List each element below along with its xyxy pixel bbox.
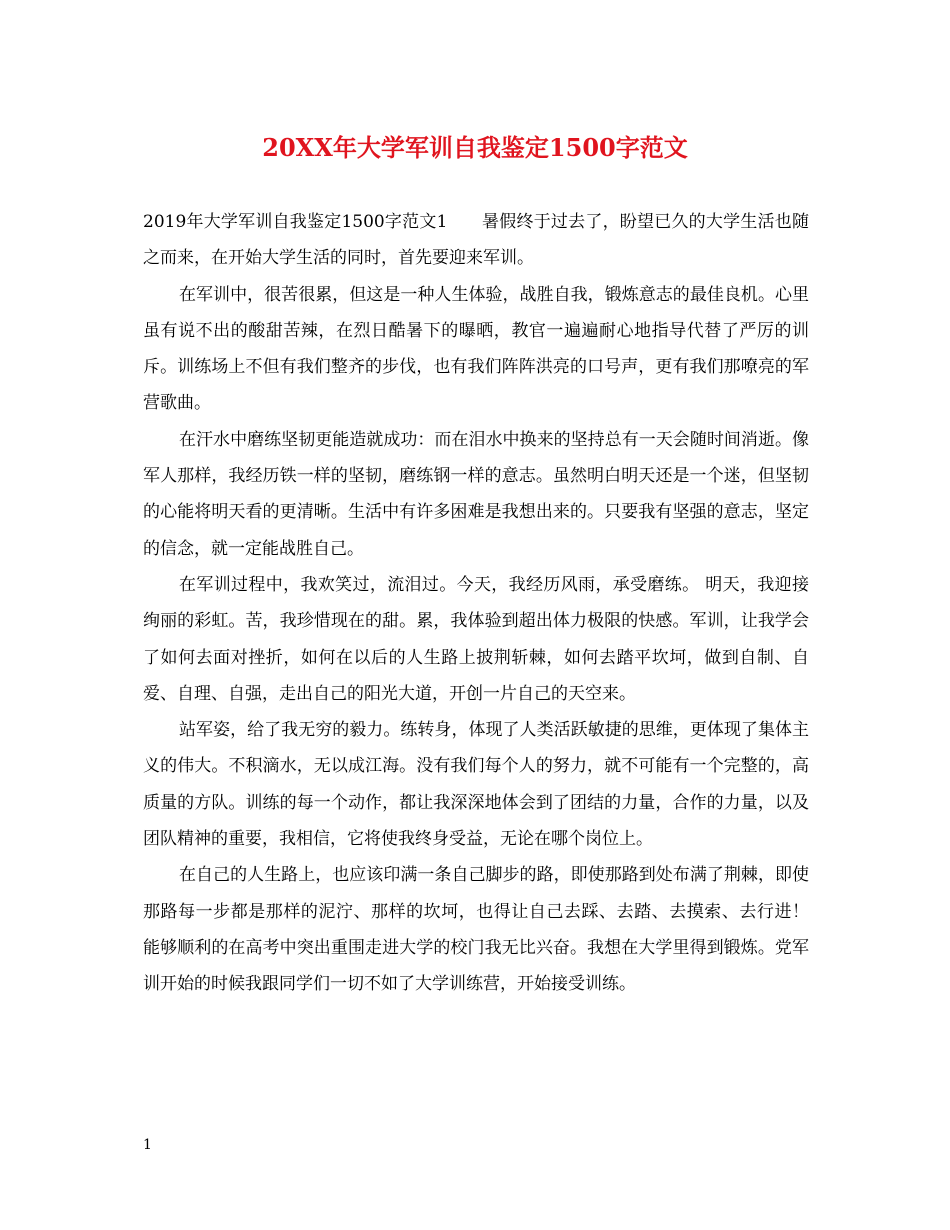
paragraph: 在军训中，很苦很累，但这是一种人生体验，战胜自我，锻炼意志的最佳良机。心里虽有说不出的酸甜苦辣，在烈日酷暑下的曝晒，教官一遍遍耐心地指导代替了严厉的训斥。训练场上不但有我们整齐的步伐，也有我们阵阵洪亮的口号声，更有我们那嘹亮的军营歌曲。 <box>143 284 809 414</box>
paragraph-intro: 2019年大学军训自我鉴定1500字范文1 暑假终于过去了，盼望已久的大学生活也随之而来，在开始大学生活的同时，首先要迎来军训。 <box>143 212 809 269</box>
document-title: 20XX年大学军训自我鉴定1500字范文 <box>262 133 688 162</box>
paragraph: 在汗水中磨练坚韧更能造就成功：而在泪水中换来的坚持总有一天会随时间消逝。像军人那样，我经历铁一样的坚韧，磨练钢一样的意志。虽然明白明天还是一个迷，但坚韧的心能将明天看的更清晰。生活中有许多困难是我想出来的。只要我有坚强的意志，坚定的信念，就一定能战胜自己。 <box>143 429 809 559</box>
paragraph: 在自己的人生路上，也应该印满一条自己脚步的路，即使那路到处布满了荆棘，即使那路每一步都是那样的泥泞、那样的坎坷，也得让自己去踩、去踏、去摸索、去行进！ 能够顺利的在高考中突出重围走进大学的校门我无比兴奋。我想在大学里得到锻炼。党军训开始的时候我跟同学们一切不如了大学训练营，开始接受训练。 <box>143 865 843 995</box>
page-number: 1 <box>143 1137 152 1153</box>
document-body <box>143 204 843 1003</box>
paragraph: 在军训过程中，我欢笑过，流泪过。今天，我经历风雨，承受磨练。 明天，我迎接绚丽的彩虹。苦，我珍惜现在的甜。累，我体验到超出体力极限的快感。军训，让我学会了如何去面对挫折，如何在以后的人生路上披荆斩棘，如何去踏平坎坷，做到自制、自爱、自理、自强，走出自己的阳光大道，开创一片自己的天空来。 <box>143 574 809 704</box>
paragraph: 站军姿，给了我无穷的毅力。练转身，体现了人类活跃敏捷的思维，更体现了集体主义的伟大。不积滴水，无以成江海。没有我们每个人的努力，就不可能有一个完整的，高质量的方队。训练的每一个动作，都让我深深地体会到了团结的力量，合作的力量，以及团队精神的重要，我相信，它将使我终身受益，无论在哪个岗位上。 <box>143 720 809 850</box>
